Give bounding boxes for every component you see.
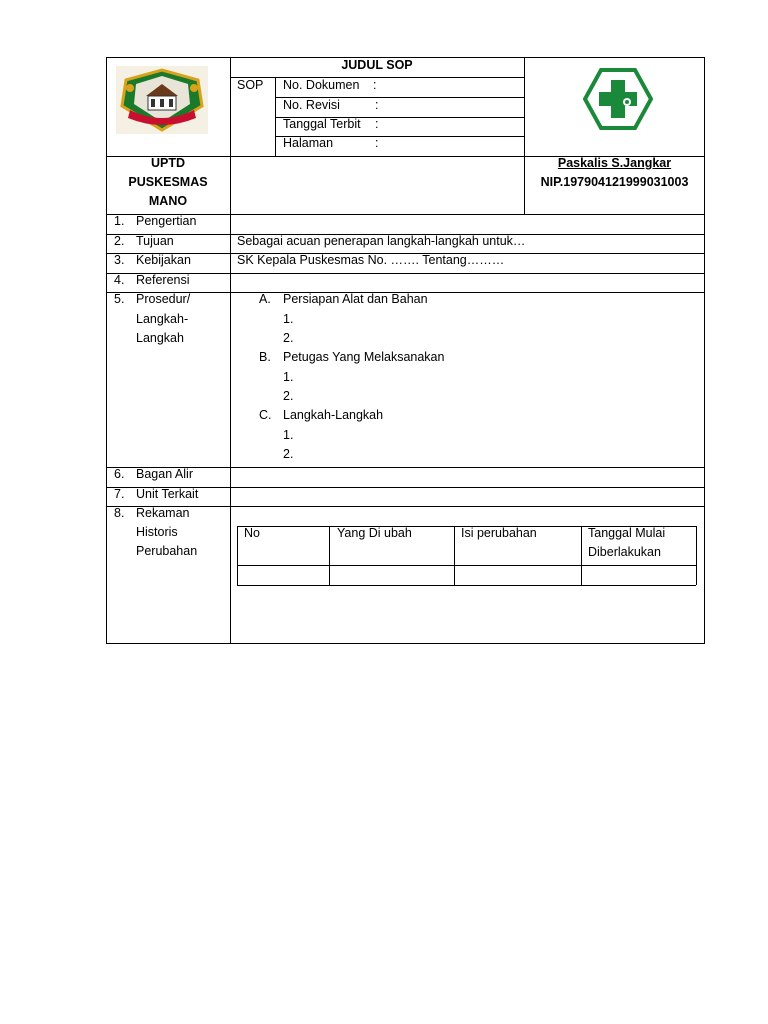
row-1-num: 1. xyxy=(114,214,125,228)
history-header-content: Isi perubahan xyxy=(461,526,537,540)
row-7-label: Unit Terkait xyxy=(136,487,199,501)
history-header-effective-date-line-2: Diberlakukan xyxy=(588,545,661,559)
row-2-content: Sebagai acuan penerapan langkah-langkah untuk… xyxy=(237,234,526,248)
procedure-b-item-2: 2. xyxy=(283,389,294,403)
field-no-dokumen-sep: : xyxy=(373,78,377,92)
sop-title: JUDUL SOP xyxy=(341,58,413,72)
signatory-nip: NIP.197904121999031003 xyxy=(540,175,689,189)
history-header-changed: Yang Di ubah xyxy=(337,526,412,540)
history-header-effective-date-line-1: Tanggal Mulai xyxy=(588,526,666,540)
row-1-label: Pengertian xyxy=(136,214,197,228)
procedure-b-letter: B. xyxy=(259,350,271,364)
row-5-label-line-3: Langkah xyxy=(136,331,184,345)
row-8-label-line-3: Perubahan xyxy=(136,544,198,558)
signatory-name: Paskalis S.Jangkar xyxy=(557,156,672,170)
procedure-c-letter: C. xyxy=(259,408,272,422)
field-no-revisi-label: No. Revisi xyxy=(283,98,340,112)
procedure-b-title: Petugas Yang Melaksanakan xyxy=(283,350,445,364)
procedure-a-title: Persiapan Alat dan Bahan xyxy=(283,292,428,306)
field-no-revisi-sep: : xyxy=(375,98,379,112)
row-4-label: Referensi xyxy=(136,273,190,287)
procedure-c-item-1: 1. xyxy=(283,428,294,442)
org-name-line-2: PUSKESMAS xyxy=(128,175,208,189)
field-tanggal-terbit-label: Tanggal Terbit xyxy=(283,117,361,131)
field-halaman-label: Halaman xyxy=(283,136,334,150)
row-4-num: 4. xyxy=(114,273,125,287)
row-5-label-line-2: Langkah- xyxy=(136,312,189,326)
row-3-num: 3. xyxy=(114,253,125,267)
procedure-c-title: Langkah-Langkah xyxy=(283,408,384,422)
row-3-content: SK Kepala Puskesmas No. ……. Tentang……… xyxy=(237,253,505,267)
field-halaman-sep: : xyxy=(375,136,379,150)
puskesmas-cross-icon xyxy=(583,68,653,130)
field-no-dokumen-label: No. Dokumen xyxy=(283,78,360,92)
history-header-no: No xyxy=(244,526,260,540)
procedure-c-item-2: 2. xyxy=(283,447,294,461)
field-tanggal-terbit-sep: : xyxy=(375,117,379,131)
row-8-num: 8. xyxy=(114,506,125,520)
row-6-num: 6. xyxy=(114,467,125,481)
sop-label: SOP xyxy=(237,78,264,92)
row-3-label: Kebijakan xyxy=(136,253,191,267)
row-2-label: Tujuan xyxy=(136,234,174,248)
row-6-label: Bagan Alir xyxy=(136,467,193,481)
procedure-a-letter: A. xyxy=(259,292,271,306)
procedure-b-item-1: 1. xyxy=(283,370,294,384)
org-name-line-1: UPTD xyxy=(150,156,186,170)
org-name-line-3: MANO xyxy=(148,194,188,208)
procedure-a-item-1: 1. xyxy=(283,312,294,326)
row-5-label-line-1: Prosedur/ xyxy=(136,292,191,306)
row-2-num: 2. xyxy=(114,234,125,248)
row-5-num: 5. xyxy=(114,292,125,306)
row-8-label-line-1: Rekaman xyxy=(136,506,190,520)
regency-emblem-icon xyxy=(116,66,208,134)
row-7-num: 7. xyxy=(114,487,125,501)
procedure-a-item-2: 2. xyxy=(283,331,294,345)
row-8-label-line-2: Historis xyxy=(136,525,178,539)
